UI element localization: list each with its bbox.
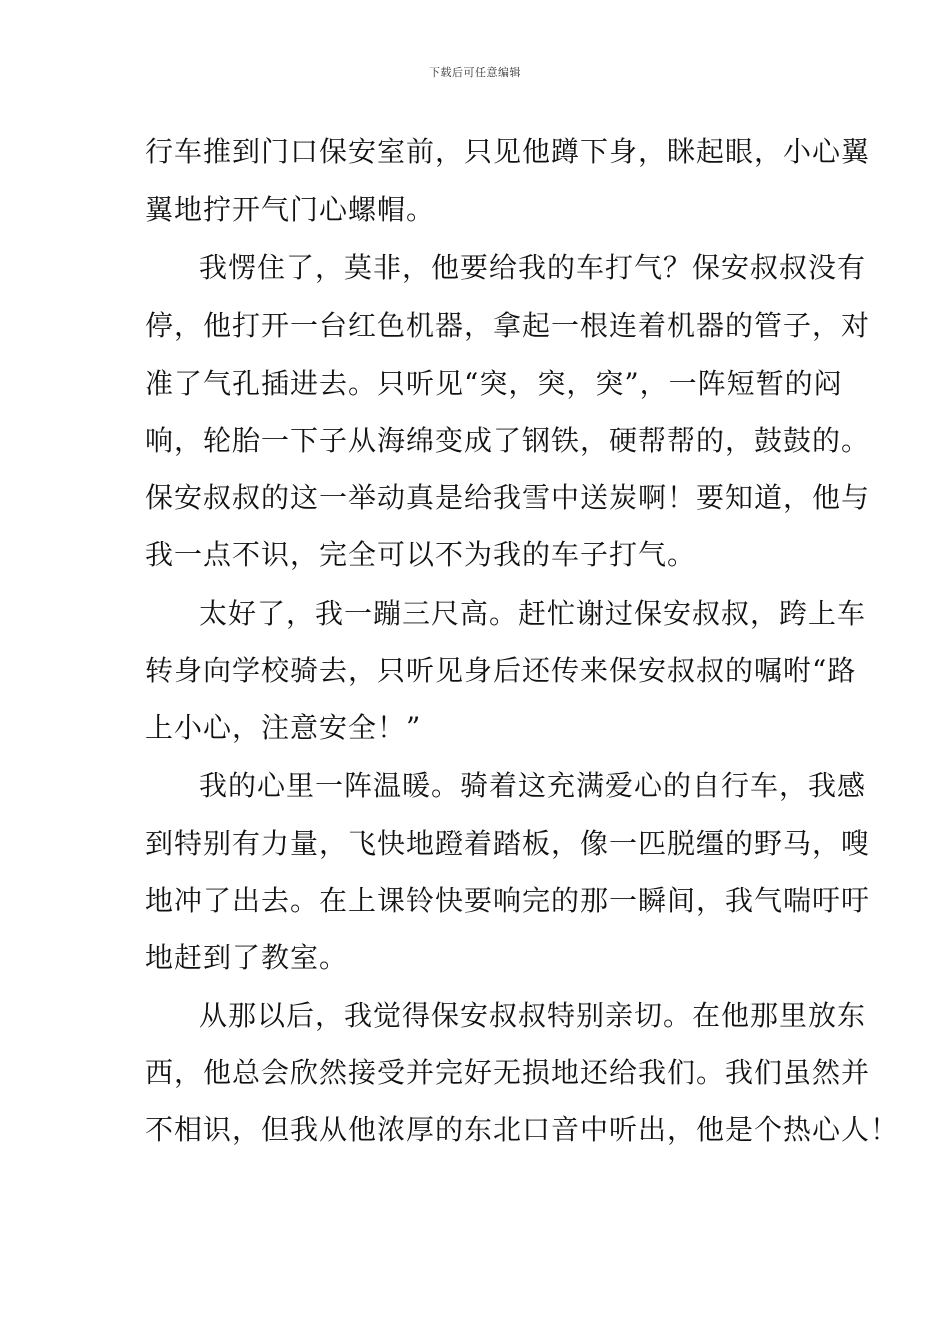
text-line: 行车推到门口保安室前，只见他蹲下身，眯起眼，小心翼 — [145, 135, 871, 168]
text-line: 到特别有力量，飞快地蹬着踏板，像一匹脱缰的野马，嗖 — [145, 827, 871, 860]
text-line: 保安叔叔的这一举动真是给我雪中送炭啊！要知道，他与 — [145, 481, 871, 514]
text-line: 转身向学校骑去，只听见身后还传来保安叔叔的嘱咐“路 — [145, 654, 857, 687]
text-line: 停，他打开一台红色机器，拿起一根连着机器的管子，对 — [145, 309, 871, 342]
paragraph-start-line: 从那以后，我觉得保安叔叔特别亲切。在他那里放东 — [199, 999, 867, 1032]
paragraph-start-line: 我的心里一阵温暖。骑着这充满爱心的自行车，我感 — [199, 769, 867, 802]
text-line: 响，轮胎一下子从海绵变成了钢铁，硬帮帮的，鼓鼓的。 — [145, 424, 871, 457]
text-line: 不相识，但我从他浓厚的东北口音中听出，他是个热心人！ — [145, 1113, 900, 1146]
text-line: 我一点不识，完全可以不为我的车子打气。 — [145, 538, 697, 571]
text-line: 翼地拧开气门心螺帽。 — [145, 193, 436, 226]
text-line: 地冲了出去。在上课铃快要响完的那一瞬间，我气喘吁吁 — [145, 884, 871, 917]
paragraph-start-line: 太好了，我一蹦三尺高。赶忙谢过保安叔叔，跨上车 — [199, 597, 867, 630]
text-line: 西，他总会欣然接受并完好无损地还给我们。我们虽然并 — [145, 1056, 871, 1089]
text-line: 准了气孔插进去。只听见“突，突，突”，一阵短暂的闷 — [145, 367, 843, 400]
text-line: 地赶到了教室。 — [145, 941, 349, 974]
paragraph-start-line: 我愣住了，莫非，他要给我的车打气？保安叔叔没有 — [199, 251, 867, 284]
page-header: 下载后可任意编辑 — [429, 66, 521, 79]
text-line: 上小心，注意安全！” — [145, 711, 422, 744]
